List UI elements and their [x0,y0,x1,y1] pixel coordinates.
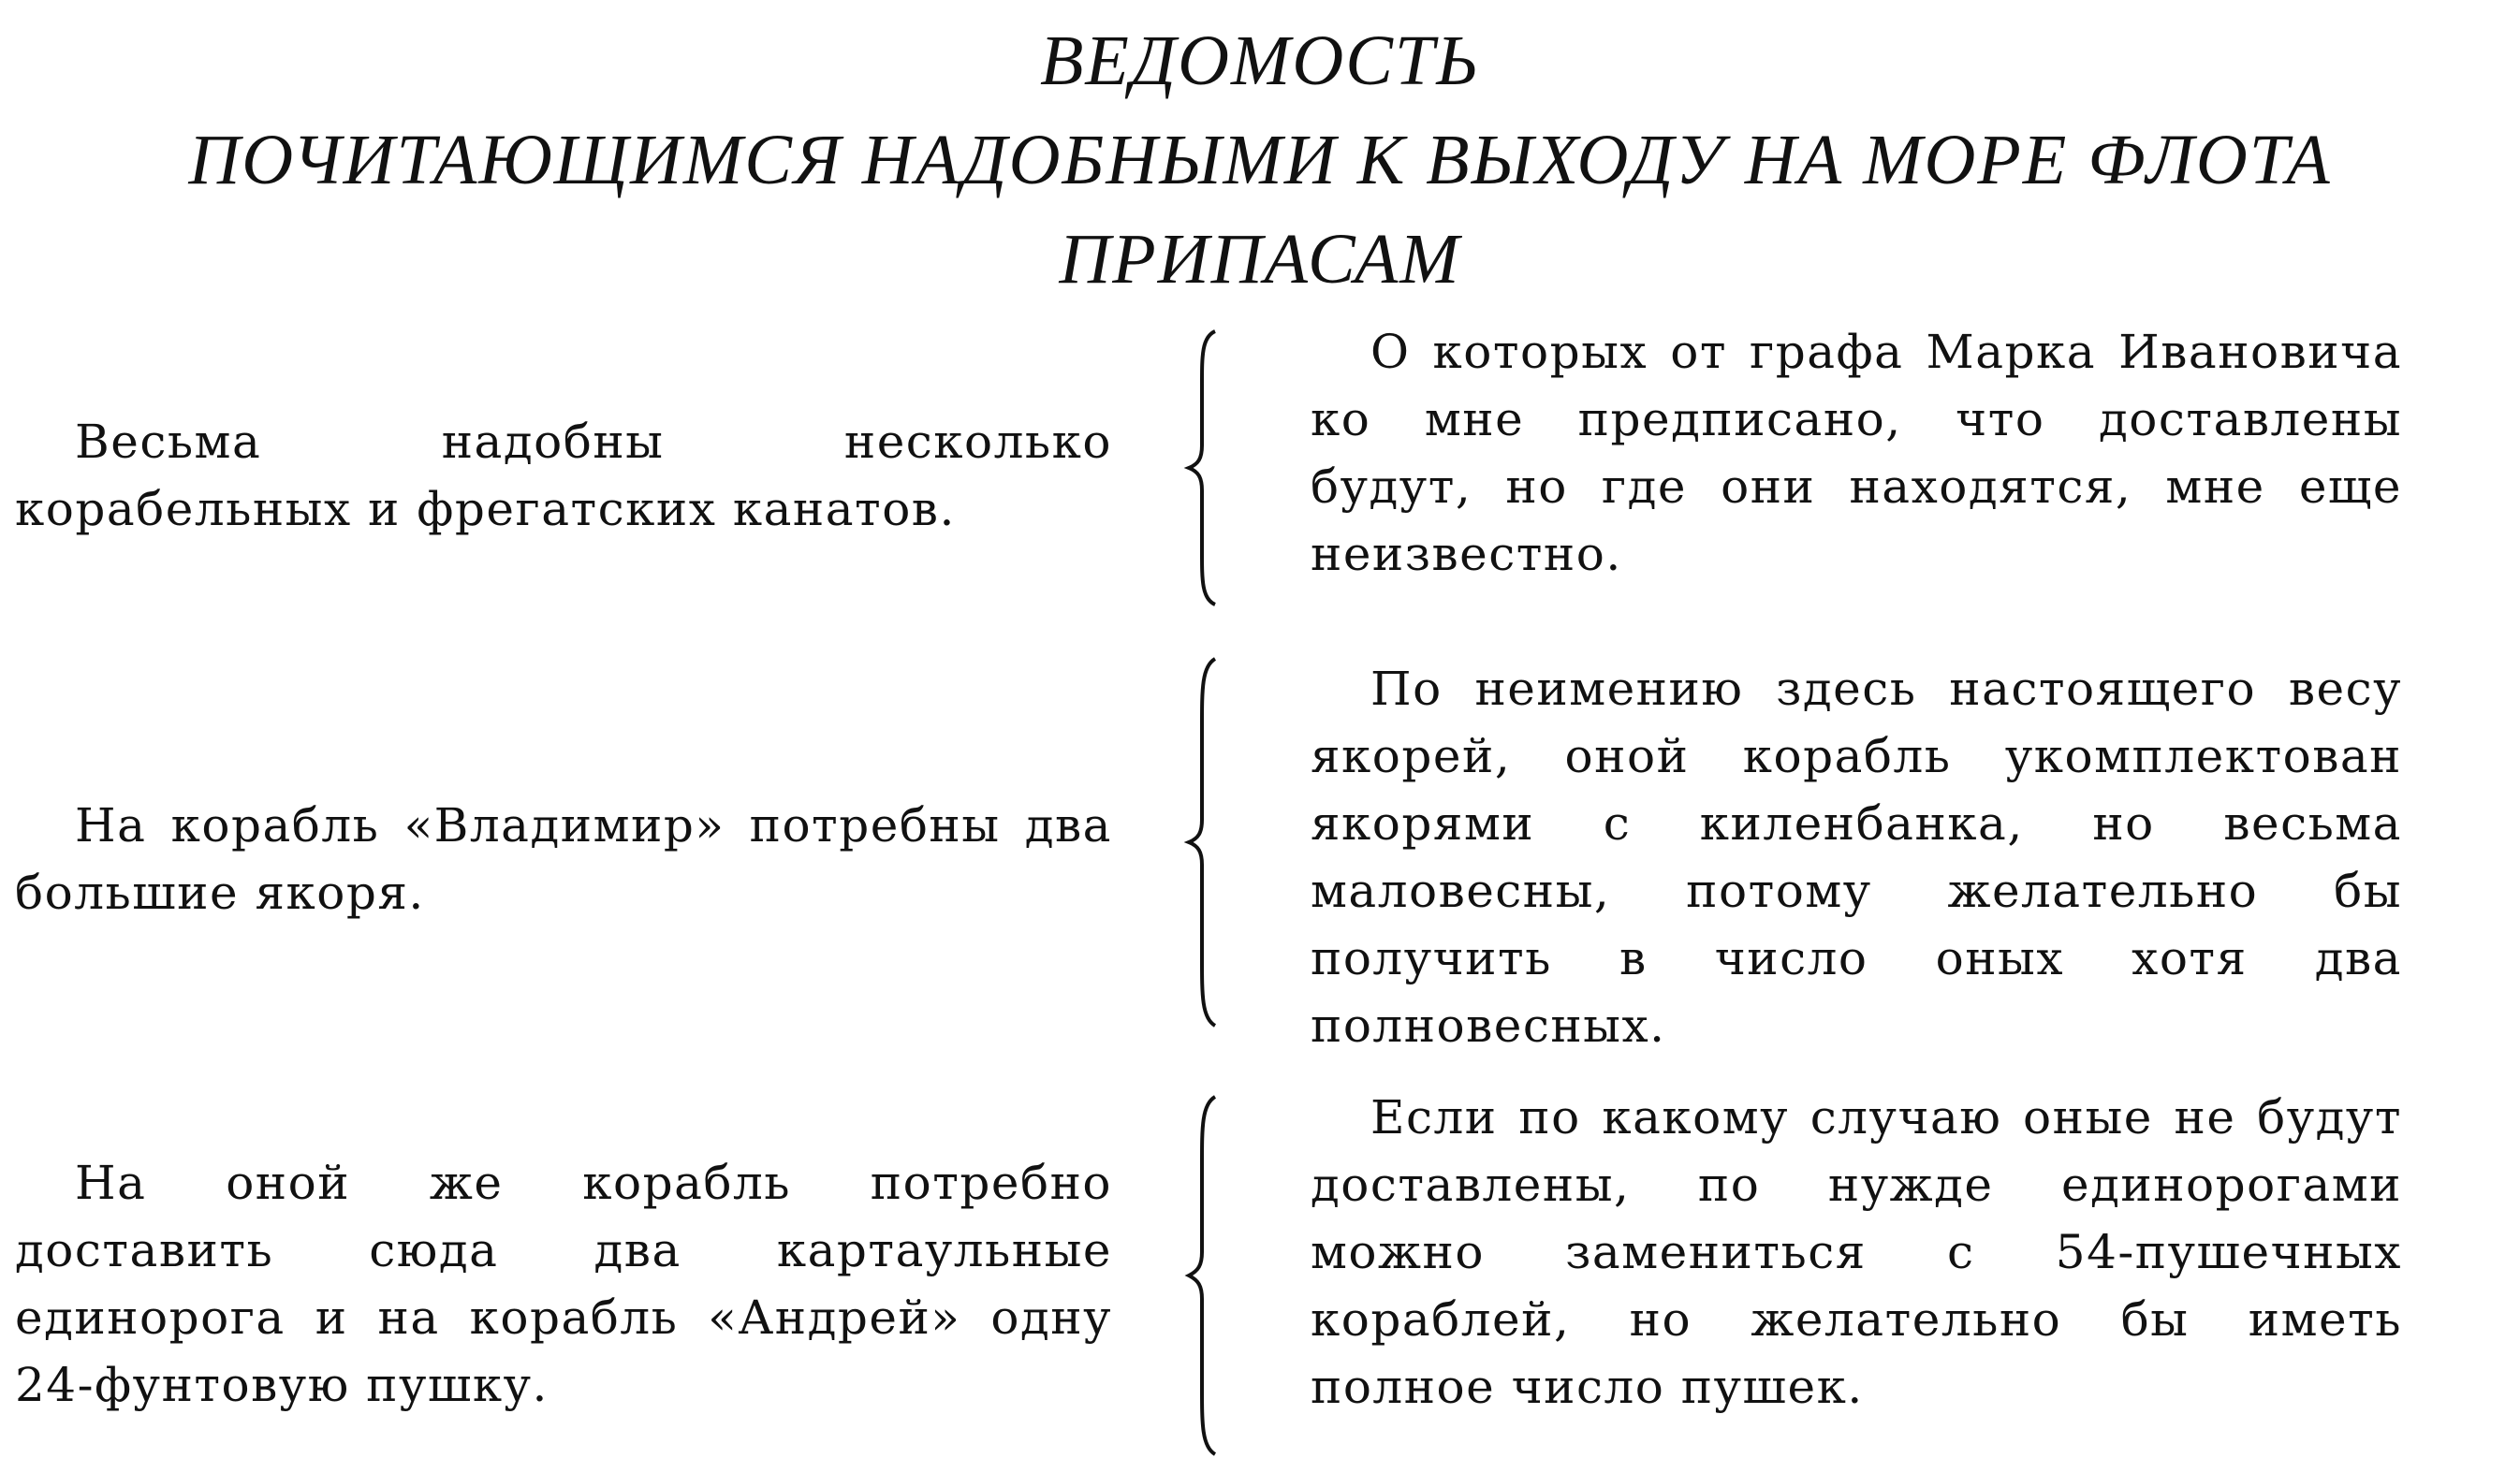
document-title [0,11,2520,309]
entry-row-1 [0,318,2520,618]
title-line-2: ПОЧИТАЮЩИМСЯ НАДОБНЫМИ К ВЫХОДУ НА МОРЕ ФЛОТА [188,121,2332,199]
entry-note-text: Если по какому случаю оные не будут доставлены, по нужде единорогами можно замениться с 54-пушечных кораблей, но желательно бы иметь полное число пушек. [1311,1090,2402,1414]
curly-brace-1 [1181,328,1228,608]
curly-brace-2 [1181,655,1228,1029]
title-line-3: ПРИПАСАМ [1059,220,1461,299]
entry-row-2 [0,655,2520,1053]
entry-note-1 [1311,318,2402,588]
entry-note-text: По неимению здесь настоящего весу якорей, оной корабль укомплектован якорями с киленбанка, но весьма маловесны, потому желательно бы получить в число оных хотя два полновесных. [1311,662,2402,1053]
title-line-1: ВЕДОМОСТЬ [1039,22,1481,100]
entry-item-text: На корабль «Владимир» потребны два большие якоря. [15,798,1112,920]
entry-note-text: О которых от графа Марка Ивановича ко мне предписано, что доставлены будут, но где они находятся, мне еще неизвестно. [1311,325,2402,581]
entry-note-3 [1311,1084,2402,1421]
entry-item-text: На оной же корабль потребно доставить сюда два картаульные единорога и на корабль «Андрей» одну 24-фунтовую пушку. [15,1156,1112,1412]
entry-item-3 [15,1149,1112,1419]
entry-item-text: Весьма надобны несколько корабельных и фрегатских канатов. [15,415,1112,536]
entry-item-2 [15,792,1112,926]
entry-row-3 [0,1084,2520,1458]
entry-note-2 [1311,655,2402,1059]
curly-brace-3 [1181,1093,1228,1458]
entry-item-1 [15,408,1112,543]
